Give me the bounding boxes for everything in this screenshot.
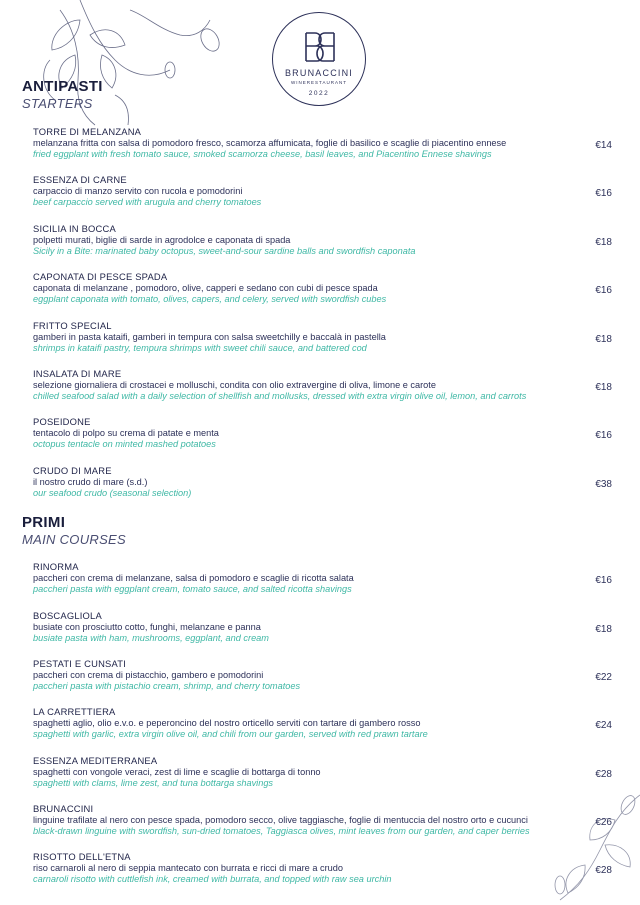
dish-description-en: busiate pasta with ham, mushrooms, eggplant, and cream [33, 633, 269, 643]
dish-name: LA CARRETTIERA [33, 706, 116, 717]
dish-name: FRITTO SPECIAL [33, 320, 112, 331]
section-title: ANTIPASTI [22, 78, 103, 95]
dish-name: TORRE DI MELANZANA [33, 126, 142, 137]
menu-item [33, 416, 612, 462]
dish-name: BOSCAGLIOLA [33, 610, 102, 621]
dish-name: POSEIDONE [33, 416, 91, 427]
section-title: PRIMI [22, 514, 66, 531]
menu-item [33, 271, 612, 317]
dish-description-it: selezione giornaliera di crostacei e molluschi, condita con olio extravergine di oliva, limone e carote [33, 380, 436, 390]
dish-description-it: tentacolo di polpo su crema di patate e menta [33, 428, 219, 438]
section-subtitle: MAIN COURSES [22, 532, 127, 547]
dish-description-en: paccheri pasta with eggplant cream, tomato sauce, and salted ricotta shavings [33, 584, 352, 594]
menu-item [33, 755, 612, 801]
dish-description-en: carnaroli risotto with cuttlefish ink, creamed with burrata, and topped with raw sea urchin [33, 874, 392, 884]
dish-description-en: black-drawn linguine with swordfish, sun-dried tomatoes, Taggiasca olives, mint leaves from our garden, and caper berries [33, 826, 530, 836]
dish-price: €28 [595, 865, 612, 876]
dish-description-en: spaghetti with garlic, extra virgin olive oil, and chili from our garden, served with red prawn tartare [33, 729, 428, 739]
dish-description-en: Sicily in a Bite: marinated baby octopus, sweet-and-sour sardine balls and swordfish caponata [33, 246, 416, 256]
menu-item [33, 803, 612, 849]
bb-monogram-icon [273, 31, 367, 63]
menu-item [33, 368, 612, 414]
dish-description-en: spaghetti with clams, lime zest, and tuna bottarga shavings [33, 778, 274, 788]
dish-description-it: paccheri con crema di melanzane, salsa di pomodoro e scaglie di ricotta salata [33, 573, 354, 583]
menu-item [33, 658, 612, 704]
section-header-primi [22, 514, 126, 548]
dish-description-en: chilled seafood salad with a daily selection of shellfish and mollusks, dressed with extra virgin olive oil, lemon, and carrots [33, 391, 527, 401]
dish-description-it: spaghetti con vongole veraci, zest di lime e scaglie di bottarga di tonno [33, 767, 321, 777]
logo-year: 2022 [308, 90, 330, 97]
menu-item [33, 126, 612, 172]
dish-name: ESSENZA DI CARNE [33, 174, 127, 185]
section-header-antipasti [22, 78, 103, 112]
dish-description-en: our seafood crudo (seasonal selection) [33, 488, 192, 498]
dish-name: RISOTTO DELL'ETNA [33, 851, 131, 862]
dish-price: €26 [595, 817, 612, 828]
dish-name: SICILIA IN BOCCA [33, 223, 116, 234]
dish-name: RINORMA [33, 561, 79, 572]
dish-description-it: il nostro crudo di mare (s.d.) [33, 477, 148, 487]
dish-description-en: shrimps in kataifi pastry, tempura shrimps with sweet chili sauce, and battered cod [33, 343, 367, 353]
dish-description-en: beef carpaccio served with arugula and cherry tomatoes [33, 197, 262, 207]
dish-name: BRUNACCINI [33, 803, 94, 814]
dish-name: INSALATA DI MARE [33, 368, 122, 379]
menu-item [33, 610, 612, 656]
dish-price: €38 [595, 479, 612, 490]
dish-name: CRUDO DI MARE [33, 465, 112, 476]
dish-name: PESTATI E CUNSATI [33, 658, 126, 669]
dish-description-it: caponata di melanzane , pomodoro, olive, capperi e sedano con cubi di pesce spada [33, 283, 378, 293]
section-subtitle: STARTERS [22, 96, 93, 111]
dish-description-it: melanzana fritta con salsa di pomodoro fresco, scamorza affumicata, foglie di basilico e scaglie di piacentino ennese [33, 138, 507, 148]
menu-item [33, 320, 612, 366]
menu-item [33, 465, 612, 511]
dish-price: €16 [595, 430, 612, 441]
dish-price: €18 [595, 334, 612, 345]
dish-price: €14 [595, 140, 612, 151]
dish-description-en: octopus tentacle on minted mashed potatoes [33, 439, 216, 449]
dish-price: €16 [595, 575, 612, 586]
menu-item [33, 174, 612, 220]
logo-tagline: WINERESTAURANT [291, 80, 347, 85]
restaurant-logo [272, 12, 366, 106]
menu-item [33, 223, 612, 269]
dish-price: €18 [595, 237, 612, 248]
dish-description-it: busiate con prosciutto cotto, funghi, melanzane e panna [33, 622, 261, 632]
dish-price: €24 [595, 720, 612, 731]
dish-description-it: riso carnaroli al nero di seppia mantecato con burrata e ricci di mare a crudo [33, 863, 343, 873]
dish-price: €16 [595, 188, 612, 199]
dish-description-it: carpaccio di manzo servito con rucola e pomodorini [33, 186, 243, 196]
dish-description-it: linguine trafilate al nero con pesce spada, pomodoro secco, olive taggiasche, foglie di mentuccia del nostro orto e cucunci [33, 815, 528, 825]
dish-price: €28 [595, 769, 612, 780]
dish-price: €18 [595, 624, 612, 635]
dish-description-it: gamberi in pasta kataifi, gamberi in tempura con salsa sweetchilly e baccalà in pastella [33, 332, 386, 342]
menu-item [33, 706, 612, 752]
dish-description-it: paccheri con crema di pistacchio, gambero e pomodorini [33, 670, 264, 680]
dish-price: €18 [595, 382, 612, 393]
menu-item [33, 561, 612, 607]
dish-name: CAPONATA DI PESCE SPADA [33, 271, 168, 282]
dish-description-en: fried eggplant with fresh tomato sauce, smoked scamorza cheese, basil leaves, and Piacentino Ennese shavings [33, 149, 492, 159]
dish-description-en: eggplant caponata with tomato, olives, capers, and celery, served with swordfish cubes [33, 294, 387, 304]
menu-item [33, 851, 612, 897]
dish-price: €22 [595, 672, 612, 683]
dish-price: €16 [595, 285, 612, 296]
dish-description-it: polpetti murati, biglie di sarde in agrodolce e caponata di spada [33, 235, 291, 245]
logo-brand-name: BRUNACCINI [284, 68, 353, 78]
dish-name: ESSENZA MEDITERRANEA [33, 755, 158, 766]
dish-description-en: paccheri pasta with pistachio cream, shrimp, and cherry tomatoes [33, 681, 301, 691]
dish-description-it: spaghetti aglio, olio e.v.o. e peperoncino del nostro orticello serviti con tartare di gambero rosso [33, 718, 421, 728]
